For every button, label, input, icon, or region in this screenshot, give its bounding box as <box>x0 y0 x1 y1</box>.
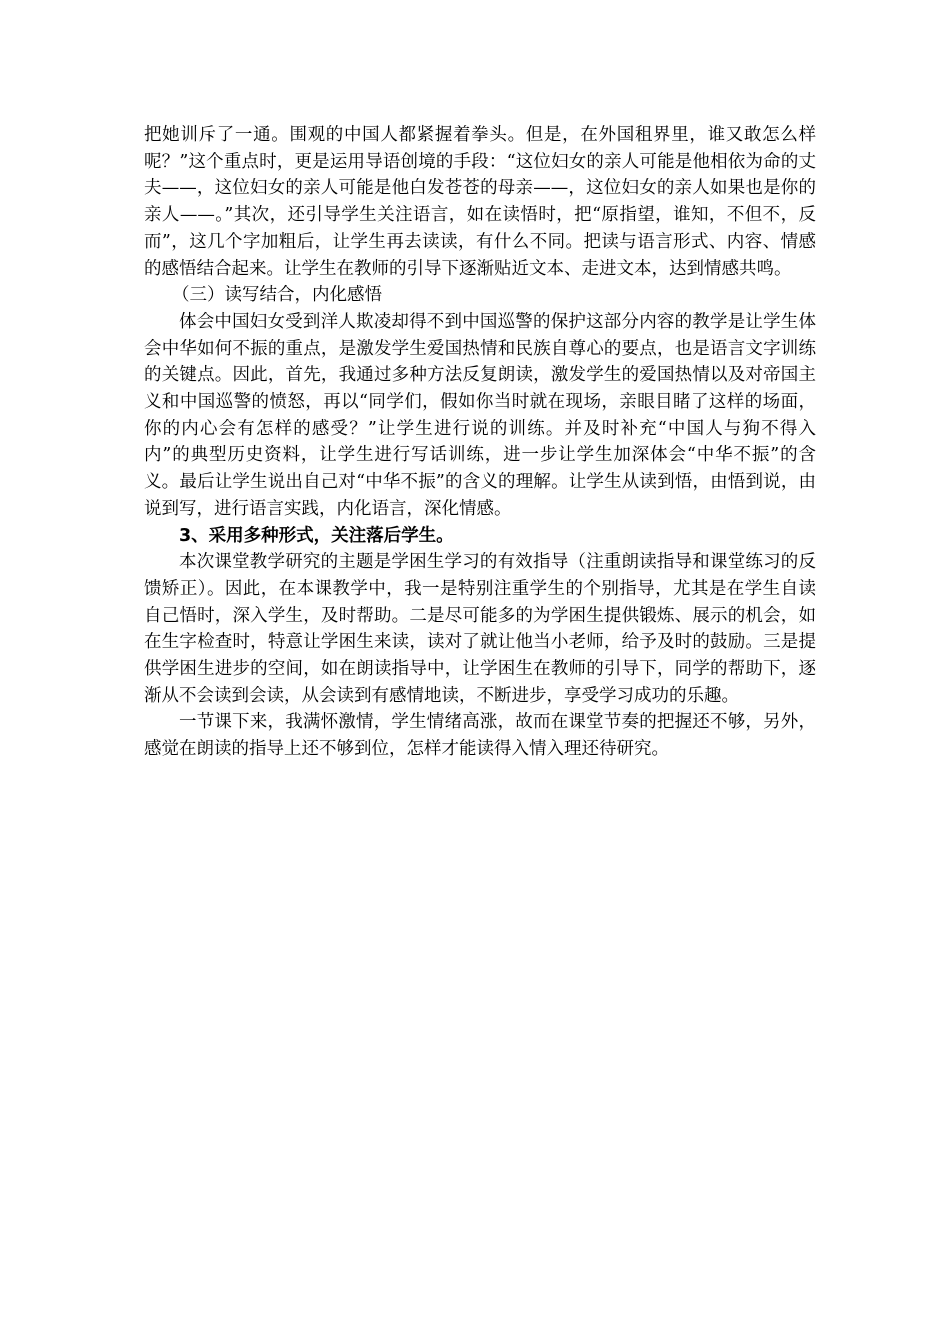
paragraph-reading-guidance: 把她训斥了一通。围观的中国人都紧握着拳头。但是，在外国租界里，谁又敢怎么样呢？”这个重点时，更是运用导语创境的手段：“这位妇女的亲人可能是他相依为命的丈夫——，这位妇女的亲人可能是他白发苍苍的母亲——，这位妇女的亲人如果也是你的亲人——。”其次，还引导学生关注语言，如在读悟时，把“原指望，谁知，不但不，反而”，这几个字加粗后，让学生再去读读，有什么不同。把读与语言形式、内容、情感的感悟结合起来。让学生在教师的引导下逐渐贴近文本、走进文本，达到情感共鸣。 <box>144 125 816 279</box>
section-heading-various-forms: 3、采用多种形式，关注落后学生。 <box>179 525 454 546</box>
section-heading-reading-writing: （三）读写结合，内化感悟 <box>172 285 382 306</box>
document-page <box>144 122 816 763</box>
paragraph-struggling-students: 本次课堂教学研究的主题是学困生学习的有效指导（注重朗读指导和课堂练习的反馈矫正）。因此，在本课教学中，我一是特别注重学生的个别指导，尤其是在学生自读自己悟时，深入学生，及时帮助。二是尽可能多的为学困生提供锻炼、展示的机会，如在生字检查时，特意让学困生来读，读对了就让他当小老师，给予及时的鼓励。三是提供学困生进步的空间，如在朗读指导中，让学困生在教师的引导下，同学的帮助下，逐渐从不会读到会读，从会读到有感情地读，不断进步，享受学习成功的乐趣。 <box>144 552 816 706</box>
paragraph-reflection: 一节课下来，我满怀激情，学生情绪高涨，故而在课堂节奏的把握还不够，另外，感觉在朗读的指导上还不够到位，怎样才能读得入情入理还待研究。 <box>144 712 816 760</box>
paragraph-reading-writing: 体会中国妇女受到洋人欺凌却得不到中国巡警的保护这部分内容的教学是让学生体会中华如何不振的重点，是激发学生爱国热情和民族自尊心的要点，也是语言文字训练的关键点。因此，首先，我通过多种方法反复朗读，激发学生的爱国热情以及对帝国主义和中国巡警的愤怒，再以“同学们，假如你当时就在现场，亲眼目睹了这样的场面，你的内心会有怎样的感受？”让学生进行说的训练。并及时补充“中国人与狗不得入内”的典型历史资料，让学生进行写话训练，进一步让学生加深体会“中华不振”的含义。最后让学生说出自己对“中华不振”的含义的理解。让学生从读到悟，由悟到说，由说到写，进行语言实践，内化语言，深化情感。 <box>144 311 816 519</box>
